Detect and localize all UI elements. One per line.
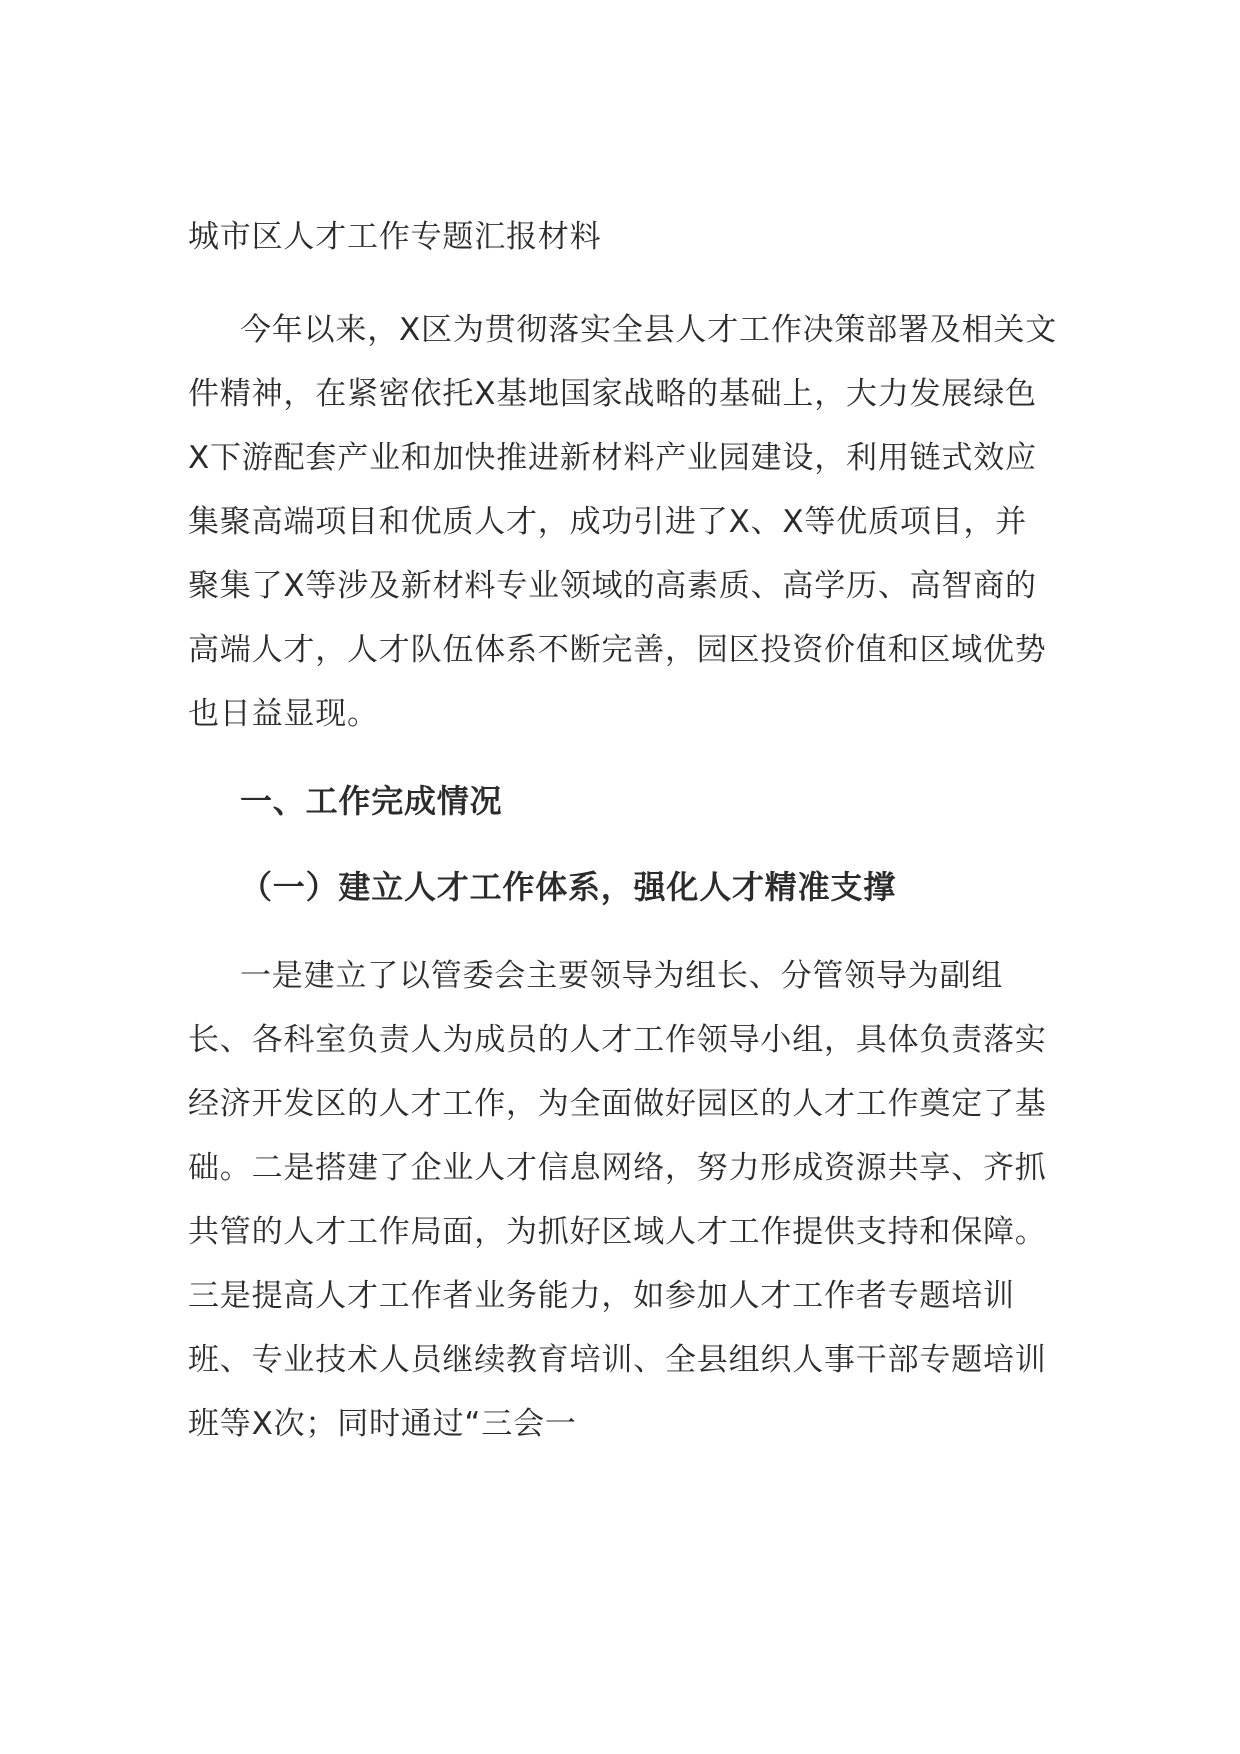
section-heading: 一、工作完成情况 <box>240 782 503 820</box>
subsection-heading: （一）建立人才工作体系，强化人才精准支撑 <box>240 868 897 906</box>
body-paragraph: 一是建立了以管委会主要领导为组长、分管领导为副组长、各科室负责人为成员的人才工作领导小组，具体负责落实经济开发区的人才工作，为全面做好园区的人才工作奠定了基础。二是搭建了企业人才信息网络，努力形成资源共享、齐抓共管的人才工作局面，为抓好区域人才工作提供支持和保障。三是提高人才工作者业务能力，如参加人才工作者专题培训班、专业技术人员继续教育培训、全县组织人事干部专题培训班等X次；同时通过“三会一 <box>188 958 1047 1442</box>
intro-paragraph: 今年以来，X区为贯彻落实全县人才工作决策部署及相关文件精神，在紧密依托X基地国家战略的基础上，大力发展绿色X下游配套产业和加快推进新材料产业园建设，利用链式效应集聚高端项目和优质人才，成功引进了X、X等优质项目，并聚集了X等涉及新材料专业领域的高素质、高学历、高智商的高端人才，人才队伍体系不断完善，园区投资价值和区域优势也日益显现。 <box>188 312 1058 732</box>
document-title: 城市区人才工作专题汇报材料 <box>188 219 602 255</box>
